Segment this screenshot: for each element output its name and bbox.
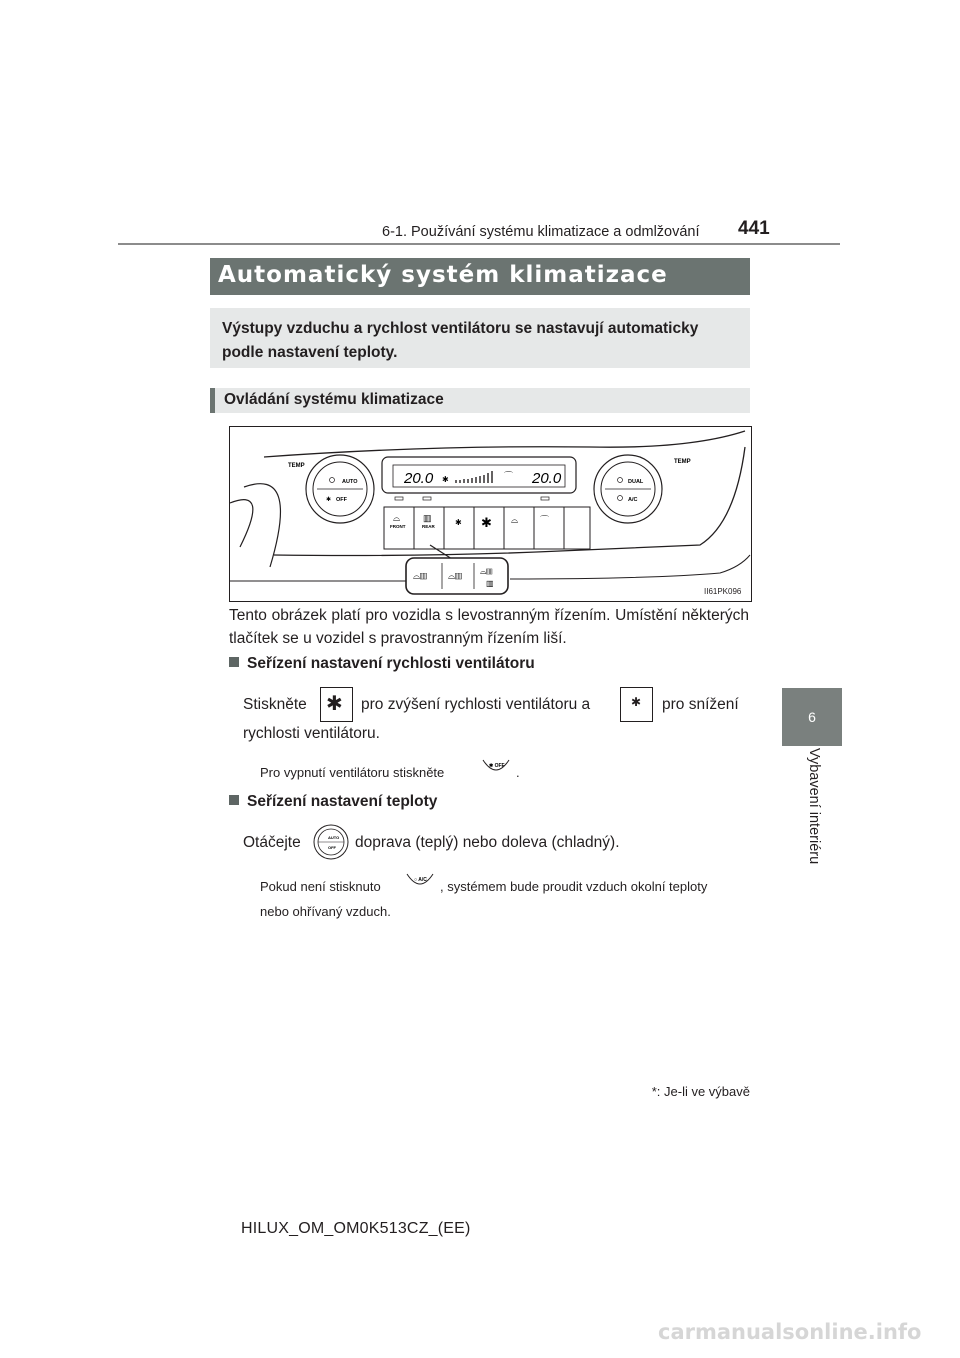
temperature-heading-text: Seřízení nastavení teploty <box>247 793 438 810</box>
fan-level-bars <box>456 471 492 483</box>
square-bullet-icon <box>229 657 239 667</box>
rear-label: REAR <box>422 524 435 529</box>
temperature-knob-icon <box>313 824 347 858</box>
subsection-bar <box>210 388 750 413</box>
figure-code: II61PK096 <box>704 587 742 596</box>
display-fan-icon: ✱ <box>442 475 449 484</box>
section-title: Automatický systém klimatizace <box>218 262 668 288</box>
recirc-icon: ⌒ <box>540 515 550 525</box>
fan-speed-heading <box>229 655 535 673</box>
callout-mode-icon-2: ▥ <box>486 579 494 588</box>
dual-label: DUAL <box>628 479 644 485</box>
fan-off-note-end: . <box>516 765 520 780</box>
figure-note: Tento obrázek platí pro vozidla s levostranným řízením. Umístění některých tlačítek se u vozidel s pravostranným řízením liší. <box>229 607 749 647</box>
intro-text: Výstupy vzduchu a rychlost ventilátoru se nastavují automaticky podle nastavení teploty. <box>222 320 699 361</box>
fan-speed-text-a: Stiskněte <box>243 696 307 713</box>
square-bullet-icon <box>229 795 239 805</box>
climate-control-panel-figure <box>229 426 752 602</box>
fan-high-button-icon: ✱ <box>320 687 353 722</box>
display-mode-icon: ⌒ <box>504 471 514 481</box>
off-button-icon <box>481 758 511 776</box>
display-temp-left: 20.0 <box>404 470 434 487</box>
svg-text:○ A/C: ○ A/C <box>414 877 427 883</box>
header-rule <box>118 243 840 245</box>
svg-text:✱ OFF: ✱ OFF <box>489 763 505 769</box>
svg-text:AUTO: AUTO <box>328 835 340 840</box>
front-defrost-icon: ⌓ <box>393 513 401 523</box>
optional-equipment-marker: * <box>820 258 827 275</box>
fan-speed-text-c: pro snížení <box>662 696 739 713</box>
callout-defrost-icon: ⌓▥ <box>413 571 427 581</box>
fan-off-note: Pro vypnutí ventilátoru stiskněte <box>260 765 445 780</box>
fan-off-icon: ✱ <box>326 497 332 503</box>
fan-low-icon: ✱ <box>455 518 462 527</box>
fan-speed-text-b: pro zvýšení rychlosti ventilátoru a <box>361 696 591 713</box>
fan-low-button-icon: ✱ <box>620 687 653 722</box>
mode-icon: ⌓ <box>511 515 519 525</box>
footnote-marker: * <box>651 1084 657 1099</box>
intro-box <box>210 308 750 368</box>
temp-left-label: TEMP <box>288 463 305 469</box>
fan-speed-text-d: rychlosti ventilátoru. <box>243 725 380 742</box>
ac-note-a: Pokud není stisknuto <box>260 879 381 894</box>
subsection-accent <box>210 388 215 413</box>
running-header: 6-1. Používání systému klimatizace a odmlžování <box>382 224 700 240</box>
chapter-side-label: Vybavení interiéru <box>806 747 822 865</box>
rear-defrost-icon: ▥ <box>423 513 432 523</box>
display-temp-right: 20.0 <box>532 470 562 487</box>
temp-right-label: TEMP <box>674 459 691 465</box>
footnote-text: : Je-li ve výbavě <box>656 1084 750 1099</box>
ac-note-b: , systémem bude proudit vzduch okolní teploty <box>440 879 708 894</box>
chapter-tab: 6 <box>782 688 842 746</box>
temperature-text-b: doprava (teplý) nebo doleva (chladný). <box>355 834 620 851</box>
footnote <box>640 1084 750 1099</box>
front-label: FRONT <box>390 524 406 529</box>
document-code: HILUX_OM_OM0K513CZ_(EE) <box>241 1220 471 1237</box>
ac-label: A/C <box>628 497 638 503</box>
callout-vent-icon: ⌓▥ <box>448 571 462 581</box>
climate-panel-illustration <box>230 427 751 601</box>
auto-label: AUTO <box>342 479 358 485</box>
page-number: 441 <box>738 218 770 239</box>
ac-button-icon <box>405 872 435 890</box>
ac-note-c: nebo ohřívaný vzduch. <box>260 904 391 919</box>
fan-speed-heading-text: Seřízení nastavení rychlosti ventilátoru <box>247 655 535 672</box>
fan-high-icon: ✱ <box>481 515 492 530</box>
svg-text:OFF: OFF <box>328 845 336 850</box>
section-title-bar <box>210 258 827 295</box>
callout-mode-icon: ⌓▥ <box>480 567 493 576</box>
watermark: carmanualsonline.info <box>658 1320 922 1344</box>
temperature-heading <box>229 793 437 811</box>
off-label: OFF <box>336 497 347 503</box>
subsection-title: Ovládání systému klimatizace <box>224 391 444 408</box>
temperature-text-a: Otáčejte <box>243 834 301 851</box>
